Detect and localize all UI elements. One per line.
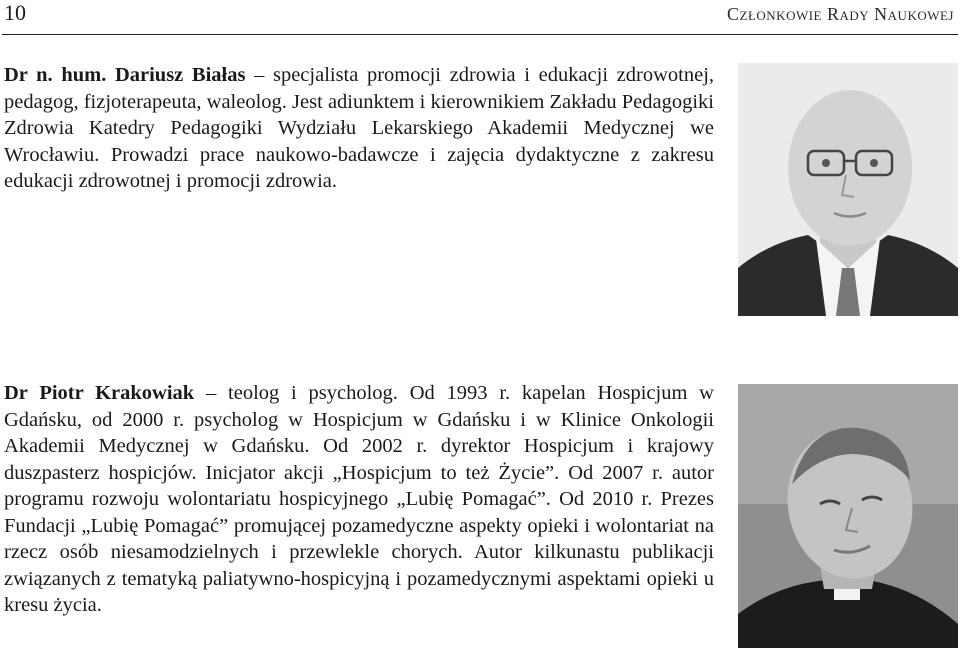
header-rule — [2, 34, 958, 35]
bio-text: – specjalista promocji zdrowia i edukacji zdrowotnej, pedagog, fizjoterapeuta, waleolog. Jest adiunktem i kierownikiem Zakładu Pedagogiki Zdrowia Katedry Pedagogiki Wydziału Lekarskiego Akademii Medycznej we Wrocławiu. Prowadzi prace naukowo-badawcze i zajęcia dydaktyczne z zakresu edukacji zdrowotnej i promocji zdrowia. — [4, 64, 715, 192]
portrait-photo-priest-icon — [738, 384, 958, 648]
running-header: Członkowie Rady Naukowej — [727, 4, 954, 24]
bio-dariusz-bialas — [4, 62, 714, 195]
portrait-photo-man-glasses-icon — [738, 63, 958, 316]
bio-piotr-krakowiak — [4, 380, 714, 619]
portrait-photo-bialas — [738, 63, 958, 316]
bio-name: Dr n. hum. Dariusz Białas — [4, 64, 246, 86]
page-number: 10 — [4, 0, 26, 25]
portrait-photo-krakowiak — [738, 384, 958, 648]
bio-name: Dr Piotr Krakowiak — [4, 382, 195, 404]
bio-text: – teolog i psycholog. Od 1993 r. kapelan Hospicjum w Gdańsku, od 2000 r. psycholog w Hospicjum w Gdańsku i w Klinice Onkologii Akademii Medycznej w Gdańsku. Od 2002 r. dyrektor Hospicjum i krajowy duszpasterz hospicjów. Inicjator akcji „Hospicjum to też Życie”. Od 2007 r. autor programu rozwoju wolontariatu hospicyjnego „Lubię Pomagać”. Od 2010 r. Prezes Fundacji „Lubię Pomagać” promującej pozamedyczne aspekty opieki i wolontariat na rzecz osób niesamodzielnych i przewlekle chorych. Autor kilkunastu publikacji związanych z tematyką paliatywno-hospicyjną i pozamedycznymi aspektami opieki u kresu życia. — [4, 382, 714, 616]
